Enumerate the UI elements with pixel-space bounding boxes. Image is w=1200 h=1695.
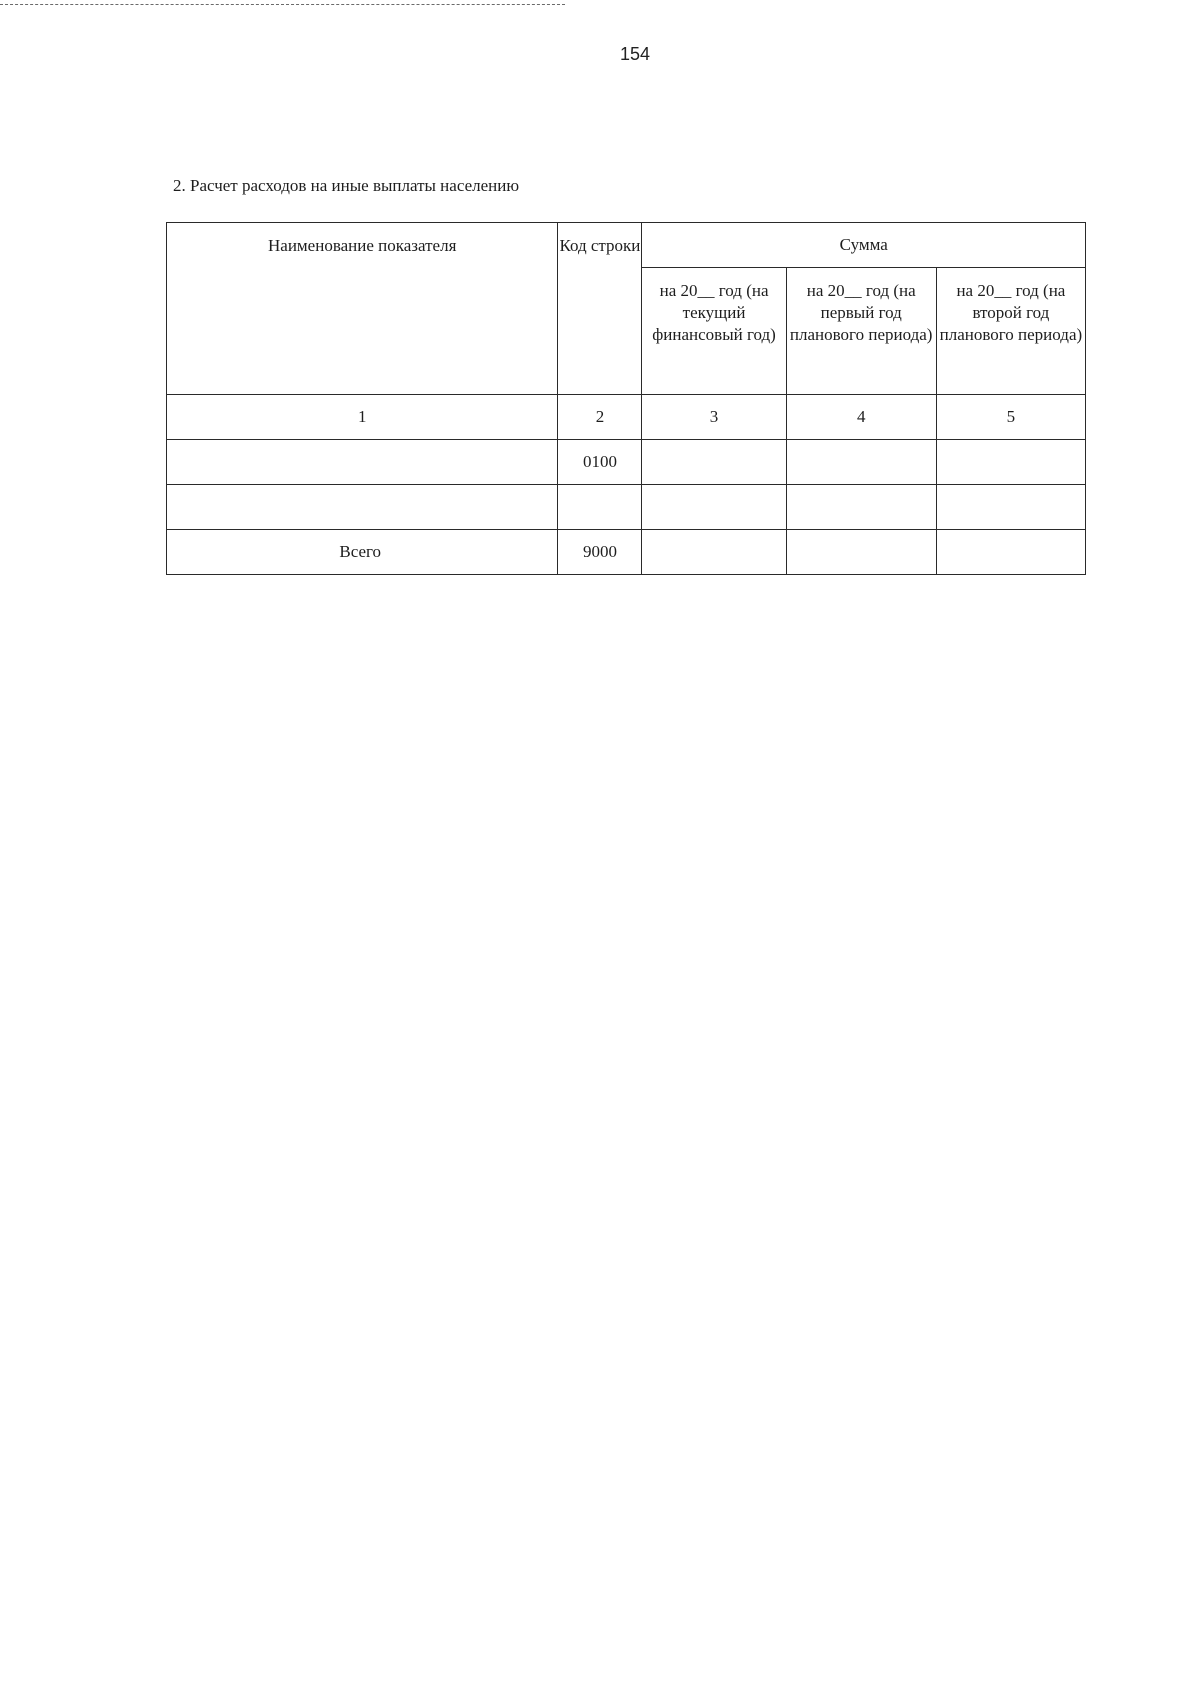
column-number-row [167,395,1086,440]
column-number: 2 [558,395,642,440]
value-cell[interactable] [642,440,786,485]
value-cell[interactable] [786,440,936,485]
row-name-cell[interactable] [167,440,558,485]
table-header-row [167,223,1086,268]
header-period-first-plan: на 20__ год (на первый год планового периода) [786,268,936,395]
total-value-cell[interactable] [786,530,936,575]
column-number: 5 [936,395,1085,440]
row-name-cell[interactable] [167,485,558,530]
total-code-cell: 9000 [558,530,642,575]
value-cell[interactable] [936,440,1085,485]
total-row [167,530,1086,575]
value-cell[interactable] [642,485,786,530]
value-cell[interactable] [786,485,936,530]
total-value-cell[interactable] [642,530,786,575]
row-code-cell[interactable] [558,485,642,530]
header-sum: Сумма [642,223,1086,268]
column-number: 4 [786,395,936,440]
row-code-cell: 0100 [558,440,642,485]
header-line-code: Код строки [558,223,642,395]
header-indicator-name: Наименование показателя [167,223,558,395]
column-number: 1 [167,395,558,440]
header-period-current: на 20__ год (на текущий финансовый год) [642,268,786,395]
table-row [167,485,1086,530]
top-dashed-rule [0,4,565,5]
value-cell[interactable] [936,485,1085,530]
header-period-second-plan: на 20__ год (на второй год планового периода) [936,268,1085,395]
total-value-cell[interactable] [936,530,1085,575]
section-title: 2. Расчет расходов на иные выплаты населению [173,176,520,195]
total-label: Всего [167,530,558,575]
page-number: 154 [620,44,651,64]
table-row [167,440,1086,485]
column-number: 3 [642,395,786,440]
expense-calculation-table [166,222,1086,575]
